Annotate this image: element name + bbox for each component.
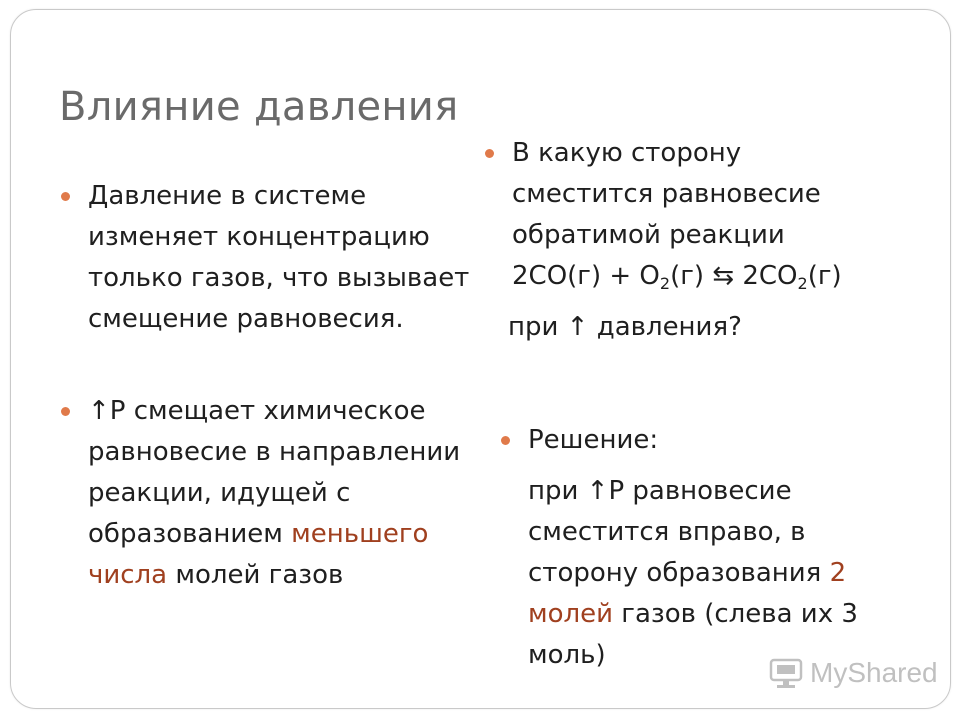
- eq-sub-2: 2: [797, 274, 808, 293]
- left-bullet-2-text-b: молей газов: [167, 560, 344, 590]
- slide-title: Влияние давления: [59, 84, 459, 130]
- solution-highlight: 2 молей: [528, 558, 847, 629]
- eq-part-2: (г) ⇆ 2CO: [670, 261, 798, 291]
- left-bullet-2-highlight: меньшего числа: [88, 519, 429, 590]
- mic-podium-icon: [768, 655, 804, 691]
- right-question: [512, 133, 872, 297]
- eq-sub-1: 2: [659, 274, 671, 293]
- question-pressure-line: при ↑ давления?: [508, 312, 742, 342]
- bullet-dot-icon: [485, 149, 494, 158]
- watermark-text: MyShared: [810, 657, 938, 688]
- left-bullet-1: [88, 176, 473, 340]
- bullet-dot-icon: [61, 407, 70, 416]
- reaction-equation: [512, 261, 842, 291]
- solution-label-text: Решение:: [528, 425, 659, 455]
- solution-label: [528, 420, 868, 461]
- eq-part-1: 2CO(г) + O: [512, 261, 660, 291]
- eq-part-3: (г): [807, 261, 842, 291]
- bullet-dot-icon: [501, 436, 510, 445]
- watermark: [768, 653, 938, 693]
- solution-text-a: при ↑P равновесие сместится вправо, в сторону образования: [528, 476, 830, 588]
- solution-text-b: газов (слева их 3 моль): [528, 599, 858, 670]
- solution-text: [528, 471, 888, 676]
- left-bullet-1-text: Давление в системе изменяет концентрацию только газов, что вызывает смещение равновесия.: [88, 181, 470, 334]
- left-bullet-2-text-a: ↑P смещает химическое равновесие в направлении реакции, идущей с образованием: [88, 396, 461, 549]
- left-bullet-2: [88, 391, 473, 596]
- question-text: В какую сторону сместится равновесие обратимой реакции: [512, 138, 821, 250]
- bullet-dot-icon: [61, 192, 70, 201]
